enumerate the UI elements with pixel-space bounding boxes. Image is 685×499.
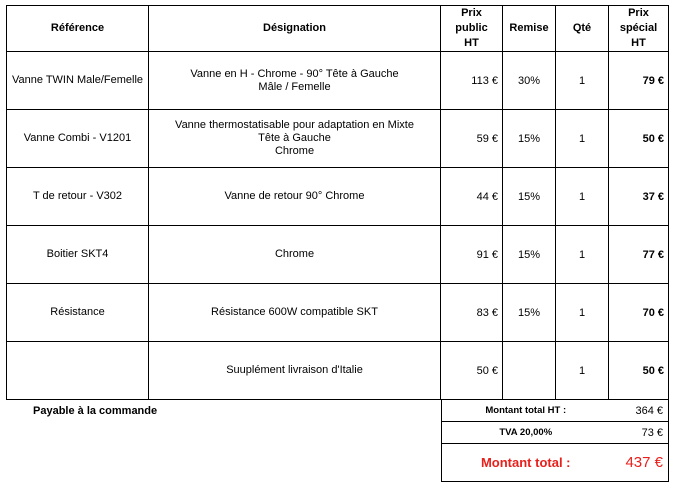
header-reference: Référence <box>7 6 149 52</box>
cell-qte: 1 <box>556 168 609 226</box>
header-prix-special: Prix spécial HT <box>609 6 669 52</box>
totals-table <box>441 399 669 482</box>
cell-prix-special: 79 € <box>609 52 669 110</box>
header-qte: Qté <box>556 6 609 52</box>
cell-prix-special: 50 € <box>609 110 669 168</box>
cell-prix-special: 50 € <box>609 342 669 400</box>
cell-reference: Résistance <box>7 284 149 342</box>
cell-qte: 1 <box>556 342 609 400</box>
grand-total-row <box>442 444 669 482</box>
payment-terms: Payable à la commande <box>33 405 158 417</box>
quote-table <box>6 5 669 400</box>
header-row <box>7 6 669 52</box>
cell-prix-special: 37 € <box>609 168 669 226</box>
cell-remise <box>503 342 556 400</box>
header-prix-public: Prix public HT <box>441 6 503 52</box>
cell-remise: 15% <box>503 110 556 168</box>
table-row <box>7 110 669 168</box>
total-ht-label: Montant total HT : <box>442 400 610 422</box>
cell-prix-special: 70 € <box>609 284 669 342</box>
tva-row <box>442 422 669 444</box>
grand-total-value: 437 € <box>610 444 669 482</box>
header-designation: Désignation <box>149 6 441 52</box>
cell-prix-public: 113 € <box>441 52 503 110</box>
cell-prix-public: 83 € <box>441 284 503 342</box>
cell-reference: Vanne Combi - V1201 <box>7 110 149 168</box>
quote-sheet <box>6 5 669 400</box>
tva-value: 73 € <box>610 422 669 444</box>
cell-prix-special: 77 € <box>609 226 669 284</box>
cell-remise: 15% <box>503 168 556 226</box>
table-row <box>7 52 669 110</box>
cell-qte: 1 <box>556 226 609 284</box>
cell-reference: T de retour - V302 <box>7 168 149 226</box>
cell-qte: 1 <box>556 110 609 168</box>
cell-reference: Vanne TWIN Male/Femelle <box>7 52 149 110</box>
total-ht-value: 364 € <box>610 400 669 422</box>
cell-remise: 30% <box>503 52 556 110</box>
total-ht-row <box>442 400 669 422</box>
table-row <box>7 168 669 226</box>
cell-reference <box>7 342 149 400</box>
cell-reference: Boitier SKT4 <box>7 226 149 284</box>
cell-designation: Vanne en H - Chrome - 90° Tête à Gauche Mâle / Femelle <box>149 52 441 110</box>
cell-prix-public: 44 € <box>441 168 503 226</box>
cell-remise: 15% <box>503 284 556 342</box>
cell-prix-public: 91 € <box>441 226 503 284</box>
tva-label: TVA 20,00% <box>442 422 610 444</box>
cell-designation: Chrome <box>149 226 441 284</box>
header-remise: Remise <box>503 6 556 52</box>
cell-qte: 1 <box>556 284 609 342</box>
grand-total-label: Montant total : <box>442 444 610 482</box>
cell-designation: Suuplément livraison d'Italie <box>149 342 441 400</box>
cell-designation: Vanne thermostatisable pour adaptation en Mixte Tête à Gauche Chrome <box>149 110 441 168</box>
cell-qte: 1 <box>556 52 609 110</box>
table-row <box>7 226 669 284</box>
cell-designation: Vanne de retour 90° Chrome <box>149 168 441 226</box>
table-row <box>7 342 669 400</box>
table-row <box>7 284 669 342</box>
cell-designation: Résistance 600W compatible SKT <box>149 284 441 342</box>
cell-prix-public: 59 € <box>441 110 503 168</box>
cell-prix-public: 50 € <box>441 342 503 400</box>
cell-remise: 15% <box>503 226 556 284</box>
